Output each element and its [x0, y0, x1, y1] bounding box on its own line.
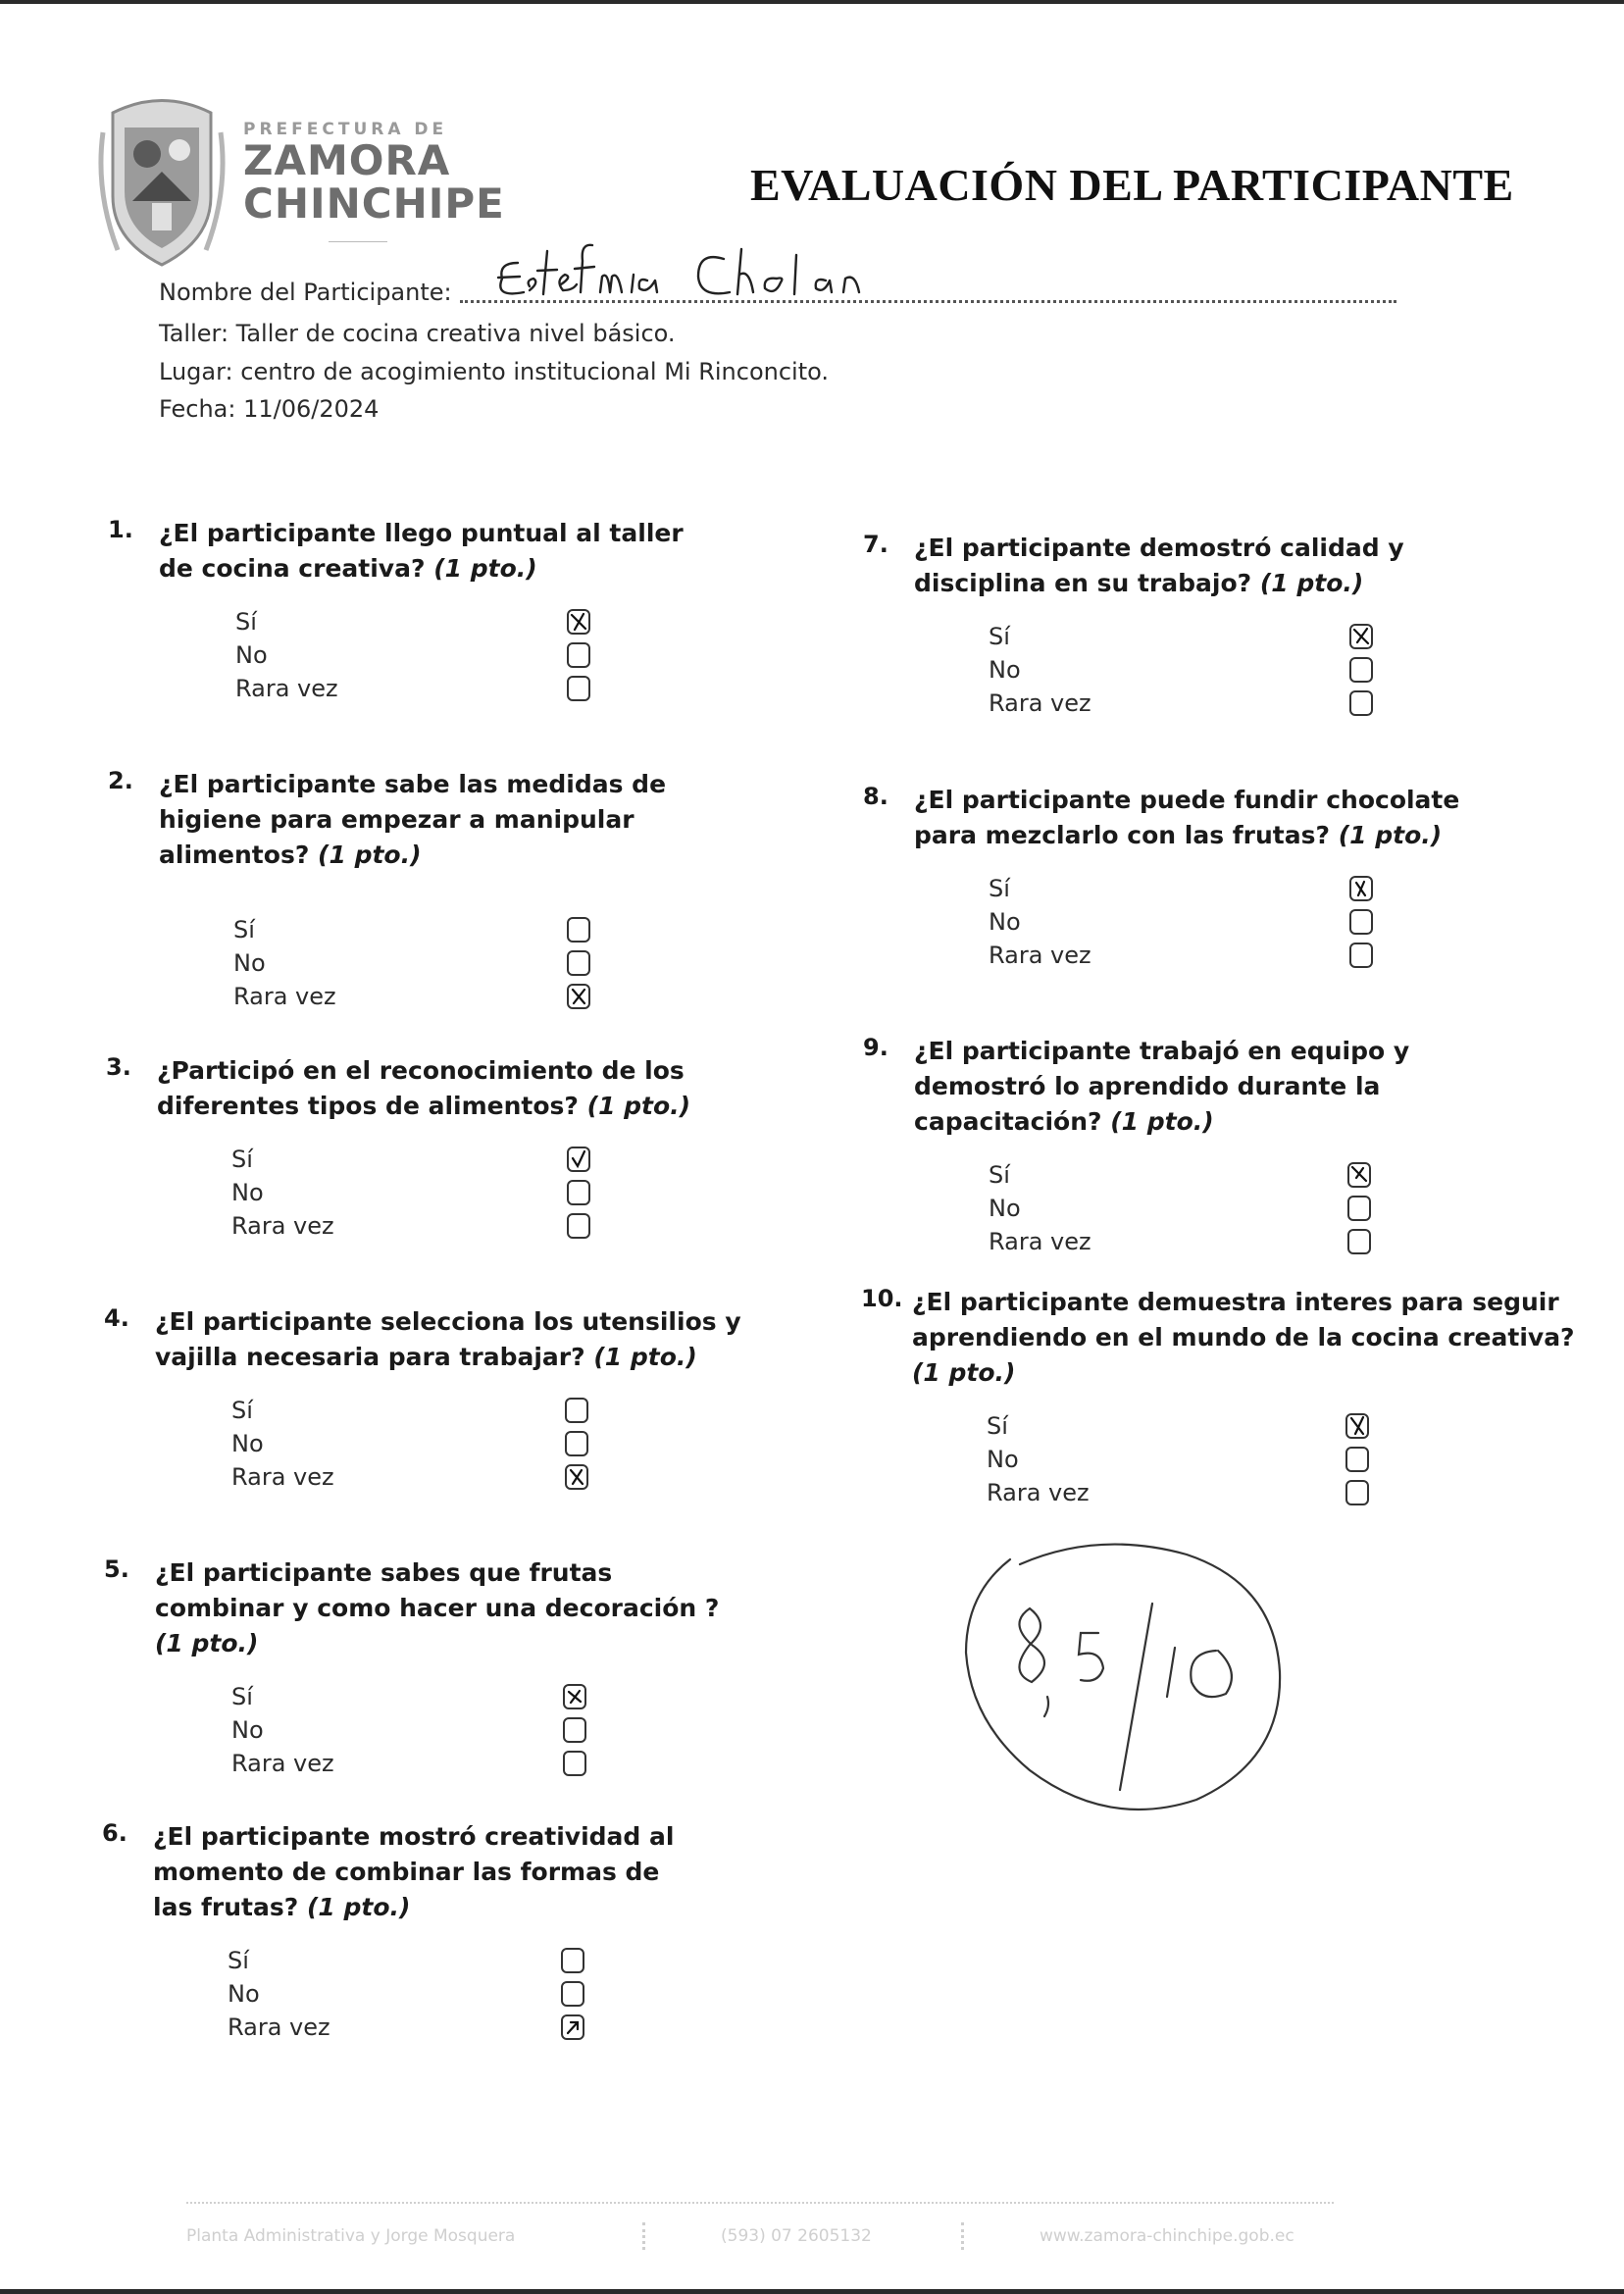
question-points: (1 pto.) — [306, 1893, 411, 1921]
option-label: Rara vez — [231, 1750, 334, 1777]
footer-address: Planta Administrativa y Jorge Mosquera — [186, 2226, 516, 2246]
answer-options — [104, 1395, 869, 1495]
scan-edge-bottom — [0, 2289, 1624, 2294]
checkbox[interactable] — [563, 1751, 586, 1776]
option-label: Sí — [987, 1412, 1008, 1440]
handwritten-participant-name — [490, 241, 902, 310]
option-si — [863, 1159, 1624, 1193]
option-label: No — [989, 908, 1021, 936]
question-number: 1. — [108, 516, 133, 543]
answer-options — [861, 1410, 1624, 1510]
question-number: 10. — [861, 1285, 903, 1312]
answer-options — [108, 606, 873, 706]
option-label: No — [989, 656, 1021, 684]
checkbox-checked[interactable] — [561, 2014, 584, 2040]
question-number: 5. — [104, 1555, 129, 1583]
checkbox[interactable] — [567, 676, 590, 701]
option-si — [863, 873, 1624, 906]
question-1 — [108, 516, 873, 706]
checkbox-checked[interactable] — [1347, 1162, 1371, 1188]
option-rara-vez — [863, 940, 1624, 973]
checkbox-checked[interactable] — [1349, 876, 1373, 901]
option-label: Rara vez — [987, 1479, 1090, 1506]
question-label: ¿El participante mostró creatividad al momento de combinar las formas de las frutas? — [153, 1822, 675, 1921]
option-si — [102, 1945, 867, 1978]
option-no — [106, 1177, 871, 1210]
checkbox-checked[interactable] — [567, 984, 590, 1009]
date-info: Fecha: 11/06/2024 — [159, 395, 380, 423]
option-label: Rara vez — [231, 1212, 334, 1240]
question-points: (1 pto.) — [593, 1343, 697, 1371]
question-number: 8. — [863, 783, 888, 810]
answer-options — [102, 1945, 867, 2045]
logo-small-text: PREFECTURA DE — [243, 120, 448, 139]
option-no — [861, 1444, 1624, 1477]
question-points: (1 pto.) — [155, 1629, 259, 1657]
option-rara-vez — [108, 673, 873, 706]
checkbox[interactable] — [1345, 1480, 1369, 1505]
option-no — [102, 1978, 867, 2012]
question-text — [914, 1034, 1542, 1140]
option-label: No — [987, 1446, 1019, 1473]
checkbox[interactable] — [1345, 1447, 1369, 1472]
option-si — [108, 914, 873, 947]
question-label: ¿El participante puede fundir chocolate para mezclarlo con las frutas? — [914, 786, 1460, 849]
option-rara-vez — [108, 981, 873, 1014]
question-text — [159, 516, 708, 586]
option-label: Sí — [231, 1683, 253, 1710]
checkbox[interactable] — [567, 642, 590, 668]
question-text — [155, 1555, 743, 1661]
option-label: Rara vez — [228, 2014, 330, 2041]
question-number: 2. — [108, 767, 133, 794]
option-si — [863, 621, 1624, 654]
option-no — [104, 1428, 869, 1461]
question-label: ¿El participante selecciona los utensilios y vajilla necesaria para trabajar? — [155, 1307, 741, 1371]
question-text — [153, 1819, 702, 1925]
option-label: Rara vez — [235, 675, 338, 702]
option-label: Rara vez — [989, 942, 1091, 969]
option-label: No — [231, 1716, 264, 1744]
question-points: (1 pto.) — [1110, 1107, 1214, 1136]
question-label: ¿El participante demuestra interes para seguir aprendiendo en el mundo de la cocina creativa? — [912, 1288, 1575, 1351]
question-3 — [106, 1053, 871, 1244]
option-label: Sí — [231, 1146, 253, 1173]
checkbox[interactable] — [1349, 690, 1373, 716]
option-label: Sí — [989, 1161, 1010, 1189]
option-label: No — [231, 1179, 264, 1206]
option-label: Sí — [235, 608, 257, 636]
question-7 — [863, 531, 1624, 721]
x-mark-icon — [565, 1686, 584, 1708]
question-points: (1 pto.) — [1338, 821, 1443, 849]
question-number: 7. — [863, 531, 888, 558]
question-label: ¿El participante sabe las medidas de higiene para empezar a manipular alimentos? — [159, 770, 667, 869]
checkbox-checked[interactable] — [567, 1147, 590, 1172]
document-title: EVALUACIÓN DEL PARTICIPANTE — [750, 160, 1514, 210]
answer-options — [863, 873, 1624, 973]
checkbox-checked[interactable] — [1345, 1413, 1369, 1439]
option-no — [863, 654, 1624, 688]
checkbox[interactable] — [1349, 943, 1373, 968]
option-label: Sí — [231, 1397, 253, 1424]
option-no — [104, 1714, 869, 1748]
question-5 — [104, 1555, 869, 1781]
crest-icon — [93, 93, 230, 270]
logo-divider — [329, 241, 387, 242]
question-points: (1 pto.) — [1259, 569, 1364, 597]
logo-line-1: ZAMORA — [243, 136, 451, 184]
question-text — [914, 783, 1522, 853]
logo-line-2: CHINCHIPE — [243, 179, 505, 228]
option-rara-vez — [863, 688, 1624, 721]
question-9 — [863, 1034, 1624, 1259]
option-label: No — [231, 1430, 264, 1457]
question-text — [912, 1285, 1579, 1391]
question-4 — [104, 1304, 869, 1495]
option-rara-vez — [863, 1226, 1624, 1259]
footer-phone: (593) 07 2605132 — [721, 2226, 872, 2246]
option-label: Rara vez — [233, 983, 336, 1010]
handwritten-score — [961, 1535, 1294, 1829]
question-points: (1 pto.) — [586, 1092, 691, 1120]
option-si — [108, 606, 873, 639]
question-text — [914, 531, 1542, 601]
option-label: Rara vez — [231, 1463, 334, 1491]
scan-edge-top — [0, 0, 1624, 4]
answer-options — [106, 1144, 871, 1244]
option-no — [863, 906, 1624, 940]
x-mark-icon — [569, 611, 588, 633]
question-2 — [108, 767, 873, 1014]
option-label: Sí — [228, 1947, 249, 1974]
checkbox-checked[interactable] — [1349, 624, 1373, 649]
option-rara-vez — [861, 1477, 1624, 1510]
checkbox[interactable] — [1349, 909, 1373, 935]
question-number: 9. — [863, 1034, 888, 1061]
footer-separator — [961, 2222, 968, 2250]
question-text — [155, 1304, 743, 1375]
question-label: ¿Participó en el reconocimiento de los diferentes tipos de alimentos? — [157, 1056, 685, 1120]
checkbox[interactable] — [565, 1398, 588, 1423]
participant-label: Nombre del Participante: — [159, 279, 452, 306]
checkbox[interactable] — [567, 1213, 590, 1239]
option-label: Rara vez — [989, 1228, 1091, 1255]
option-label: Sí — [233, 916, 255, 943]
option-label: Sí — [989, 875, 1010, 902]
answer-options — [863, 1159, 1624, 1259]
option-label: No — [233, 949, 266, 977]
question-points: (1 pto.) — [318, 841, 422, 869]
option-si — [861, 1410, 1624, 1444]
checkbox-checked[interactable] — [563, 1684, 586, 1709]
checkbox[interactable] — [561, 1948, 584, 1973]
question-number: 3. — [106, 1053, 131, 1081]
checkbox[interactable] — [563, 1717, 586, 1743]
workshop-info: Taller: Taller de cocina creativa nivel básico. — [159, 320, 676, 347]
option-rara-vez — [104, 1461, 869, 1495]
checkbox[interactable] — [567, 1180, 590, 1205]
option-label: Sí — [989, 623, 1010, 650]
location-info: Lugar: centro de acogimiento institucional Mi Rinconcito. — [159, 358, 830, 385]
footer-website: www.zamora-chinchipe.gob.ec — [1040, 2226, 1294, 2246]
option-no — [863, 1193, 1624, 1226]
option-rara-vez — [102, 2012, 867, 2045]
question-text — [159, 767, 767, 873]
question-label: ¿El participante llego puntual al taller de cocina creativa? — [159, 519, 684, 583]
checkbox-checked[interactable] — [567, 609, 590, 635]
x-mark-icon — [1347, 1415, 1367, 1437]
option-rara-vez — [104, 1748, 869, 1781]
question-number: 4. — [104, 1304, 129, 1332]
question-label: ¿El participante demostró calidad y disciplina en su trabajo? — [914, 534, 1404, 597]
checkbox[interactable] — [567, 950, 590, 976]
option-no — [108, 947, 873, 981]
footer-divider — [186, 2202, 1334, 2204]
answer-options — [863, 621, 1624, 721]
x-mark-icon — [1351, 878, 1371, 899]
logo-wordmark — [243, 120, 505, 226]
footer-separator — [642, 2222, 649, 2250]
checkbox[interactable] — [1347, 1229, 1371, 1254]
option-si — [106, 1144, 871, 1177]
answer-options — [108, 914, 873, 1014]
question-text — [157, 1053, 706, 1124]
x-mark-icon — [1351, 626, 1371, 647]
x-mark-icon — [567, 1466, 586, 1488]
question-6 — [102, 1819, 867, 2045]
check-mark-icon — [569, 1148, 588, 1170]
checkbox-checked[interactable] — [565, 1464, 588, 1490]
x-mark-icon — [569, 986, 588, 1007]
checkbox[interactable] — [1349, 657, 1373, 683]
checkbox[interactable] — [561, 1981, 584, 2007]
arrow-mark-icon — [563, 2016, 583, 2038]
question-8 — [863, 783, 1624, 973]
answer-options — [104, 1681, 869, 1781]
x-mark-icon — [1349, 1164, 1369, 1186]
checkbox[interactable] — [1347, 1196, 1371, 1221]
question-label: ¿El participante sabes que frutas combinar y como hacer una decoración ? — [155, 1558, 720, 1622]
checkbox[interactable] — [567, 917, 590, 943]
option-rara-vez — [106, 1210, 871, 1244]
option-label: No — [235, 641, 268, 669]
option-si — [104, 1395, 869, 1428]
question-points: (1 pto.) — [433, 554, 537, 583]
checkbox[interactable] — [565, 1431, 588, 1456]
option-label: Rara vez — [989, 689, 1091, 717]
question-number: 6. — [102, 1819, 127, 1847]
option-no — [108, 639, 873, 673]
question-points: (1 pto.) — [912, 1358, 1016, 1387]
question-10 — [861, 1285, 1624, 1510]
option-label: No — [228, 1980, 260, 2008]
option-label: No — [989, 1195, 1021, 1222]
option-si — [104, 1681, 869, 1714]
question-label: ¿El participante trabajó en equipo y demostró lo aprendido durante la capacitación? — [914, 1037, 1410, 1136]
